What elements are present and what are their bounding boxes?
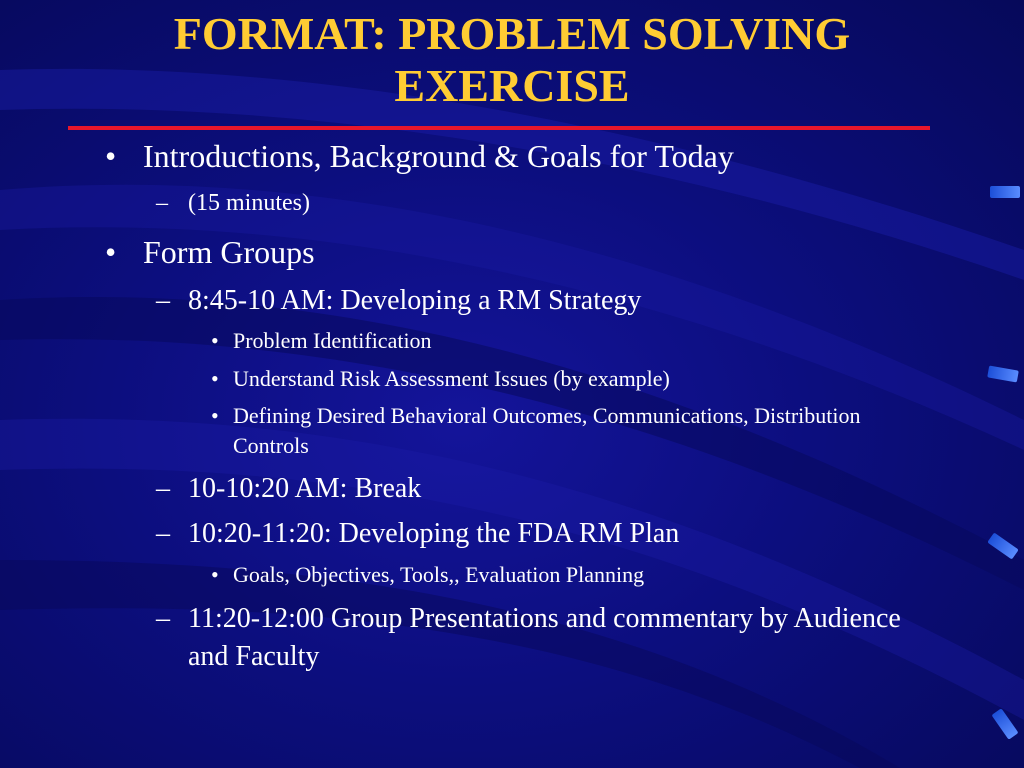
bullet-text: Goals, Objectives, Tools,, Evaluation Planning xyxy=(233,562,645,587)
bullet-text: 8:45-10 AM: Developing a RM Strategy xyxy=(188,285,642,316)
bullet-item-level2 xyxy=(156,472,928,506)
bullet-marker: • xyxy=(211,328,219,353)
bullet-text: (15 minutes) xyxy=(188,190,310,216)
bullet-marker: • xyxy=(211,403,219,428)
bullet-item-level2 xyxy=(156,188,928,218)
bullet-marker: • xyxy=(105,138,117,174)
bullet-item-level3 xyxy=(211,560,923,590)
bullet-text: Understand Risk Assessment Issues (by example) xyxy=(233,366,670,391)
title-line-2: EXERCISE xyxy=(394,60,630,111)
bullet-text: Form Groups xyxy=(143,234,315,270)
bullet-item-level3 xyxy=(211,364,923,394)
bullet-text: Introductions, Background & Goals for Today xyxy=(143,138,734,174)
bullet-item-level1 xyxy=(105,233,943,271)
title-line-1: FORMAT: PROBLEM SOLVING xyxy=(173,8,851,59)
dash-marker: – xyxy=(156,285,170,316)
bullet-item-level1 xyxy=(105,137,943,175)
bullet-marker: • xyxy=(211,366,219,391)
bullet-marker: • xyxy=(105,234,117,270)
bullet-text: Problem Identification xyxy=(233,328,432,353)
dash-marker: – xyxy=(156,603,170,634)
bullet-text: 10:20-11:20: Developing the FDA RM Plan xyxy=(188,518,680,549)
bullet-text: 10-10:20 AM: Break xyxy=(188,473,422,504)
bullet-text: 11:20-12:00 Group Presentations and commentary by Audience and Faculty xyxy=(188,603,901,672)
dash-marker: – xyxy=(156,518,170,549)
dash-marker: – xyxy=(156,190,168,216)
bullet-item-level3 xyxy=(211,401,923,461)
bullet-item-level2 xyxy=(156,284,928,318)
bullet-item-level3 xyxy=(211,326,923,356)
dash-marker: – xyxy=(156,473,170,504)
bullet-item-level2 xyxy=(156,600,933,676)
bullet-marker: • xyxy=(211,562,219,587)
bullet-text: Defining Desired Behavioral Outcomes, Communications, Distribution Controls xyxy=(233,403,861,458)
bullet-item-level2 xyxy=(156,517,928,551)
